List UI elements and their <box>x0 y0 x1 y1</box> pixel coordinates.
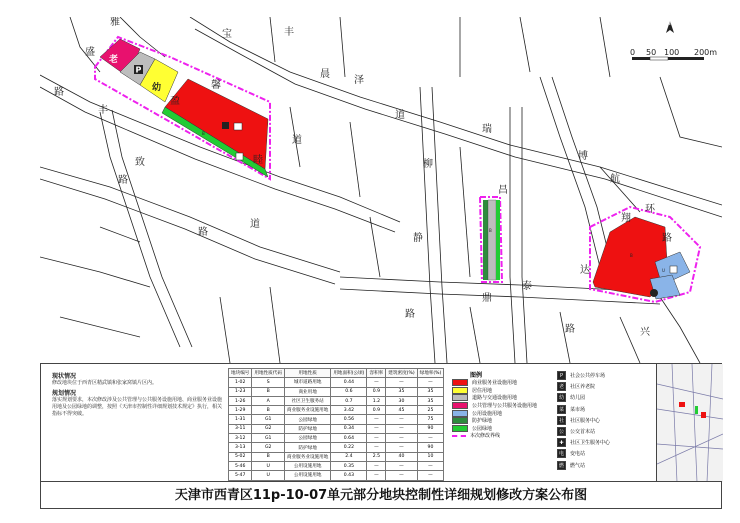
parcel-label-a: B <box>202 131 205 136</box>
legend-swatch <box>452 379 468 386</box>
legend-icon-item <box>557 448 610 459</box>
parcel-label-f: U <box>662 268 665 273</box>
table-cell: G1 <box>252 434 285 443</box>
table-cell: 0.6 <box>331 387 367 396</box>
road-label-lu2: 路 <box>118 175 128 186</box>
notes-heading-plan: 规划情况 <box>52 390 77 397</box>
table-cell: 0.7 <box>331 396 367 405</box>
scale-tick-50: 50 <box>646 48 657 57</box>
parcel-label-b: B <box>489 228 492 233</box>
parcel-green-center <box>496 200 500 280</box>
legend-label: 公共管理与公共服务设施用地 <box>472 403 538 410</box>
road-label-dao1: 道 <box>395 110 405 121</box>
table-cell: U <box>252 471 285 480</box>
table-cell: 45 <box>386 406 417 415</box>
table-cell: 35 <box>417 387 444 396</box>
road-label-xiang: 翔 <box>621 213 631 224</box>
table-cell: — <box>367 471 386 480</box>
table-cell: 1-31 <box>229 415 252 424</box>
table-cell: 25 <box>417 406 444 415</box>
table-cell: 公园绿地 <box>284 415 330 424</box>
legend-icon-item <box>557 415 610 426</box>
legend-label: 公园绿地 <box>472 425 493 432</box>
table-cell: — <box>367 461 386 470</box>
table-cell: U <box>252 461 285 470</box>
notes-text-current: 修改地块位于西青区精武镇和张家窝镇片区内。 <box>52 380 158 386</box>
table-row <box>229 378 444 387</box>
table-cell: G1 <box>252 415 285 424</box>
table-cell: — <box>367 443 386 452</box>
table-header-cell: 建筑密度(%) <box>386 369 417 378</box>
table-cell: 公园绿地 <box>284 434 330 443</box>
table-cell: — <box>386 415 417 424</box>
table-cell: 公用设施用地 <box>284 461 330 470</box>
table-cell: 防护绿地 <box>284 424 330 433</box>
table-cell: 0.22 <box>331 443 367 452</box>
parcel-road-center <box>488 200 496 280</box>
legend-icon-item <box>557 426 610 437</box>
legend-label: 本次修改界线 <box>470 433 501 440</box>
notes-text-plan: 落实规划要求，本次修改涉及公共管理与公共服务设施用地、商业服务业设施用地及公园绿地的调整，按照《天津市控制性详细规划技术规定》执行，相关指标不得突破。 <box>52 397 223 417</box>
parcel-table <box>228 368 444 481</box>
road-label-jing: 静 <box>413 233 423 244</box>
table-header-cell: 用地性质 <box>284 369 330 378</box>
table-cell: 商业服务业设施用地 <box>284 406 330 415</box>
legend-label: 道路与交通设施用地 <box>472 395 518 402</box>
table-cell: 3-11 <box>229 424 252 433</box>
legend-icon-label: 燃气站 <box>570 462 586 469</box>
table-cell: S <box>252 378 285 387</box>
road-label-xin: 馨 <box>211 80 221 91</box>
road-label-lu1: 路 <box>54 87 64 98</box>
legend-icon-item <box>557 460 610 471</box>
table-header-cell: 用地面积(公顷) <box>331 369 367 378</box>
table-cell: 3-12 <box>229 434 252 443</box>
table-header-cell: 用地性质代码 <box>252 369 285 378</box>
road-label-sheng: 盛 <box>85 47 95 58</box>
table-cell: 35 <box>386 387 417 396</box>
road-label-ya: 雅 <box>110 17 120 28</box>
scale-tick-100: 100 <box>664 48 680 57</box>
legend-symbol-icon: 公 <box>558 429 564 436</box>
table-cell: 0.56 <box>331 415 367 424</box>
legend-symbol-icon: 电 <box>558 451 564 458</box>
table-cell: 3.42 <box>331 406 367 415</box>
road-label-ding: 鼎 <box>482 293 492 304</box>
legend-symbol-icon: 菜 <box>558 406 564 413</box>
you-symbol: 幼 <box>152 83 162 93</box>
table-cell: 5-46 <box>229 461 252 470</box>
road-label-lu6: 路 <box>662 233 672 244</box>
legend-icon-item <box>557 392 610 403</box>
parcel-protect-center <box>483 200 488 280</box>
road-label-chen: 晨 <box>320 69 330 80</box>
table-cell: 10 <box>417 452 444 461</box>
table-cell: 2.5 <box>367 452 386 461</box>
table-cell: 40 <box>386 452 417 461</box>
table-cell: — <box>417 378 444 387</box>
market-icon <box>234 123 242 130</box>
legend-icon-label: 菜市场 <box>570 406 586 413</box>
table-row <box>229 424 444 433</box>
table-cell: 2.4 <box>331 452 367 461</box>
road-label-liu: 柳 <box>423 159 433 170</box>
table-cell: 1-02 <box>229 378 252 387</box>
table-cell: A <box>252 396 285 405</box>
table-cell: 0.64 <box>331 434 367 443</box>
legend-icon-item <box>557 381 610 392</box>
legend-icon-label: 社会公共停车场 <box>570 373 606 380</box>
table-row <box>229 443 444 452</box>
table-cell: — <box>417 434 444 443</box>
legend-symbol-icon: 老 <box>558 384 564 391</box>
road-label-feng2: 丰 <box>284 27 294 38</box>
table-cell: B <box>252 406 285 415</box>
power-icon <box>670 266 677 273</box>
legend-symbol-icon: 燃 <box>558 462 564 469</box>
legend-icon-label: 社区卫生服务中心 <box>570 440 611 447</box>
legend-symbol-icon: 社 <box>558 417 564 424</box>
parcel-label-c: B <box>630 253 633 258</box>
table-cell: — <box>386 378 417 387</box>
road-label-hang: 航 <box>610 174 620 185</box>
legend-icon-label: 变电站 <box>570 451 586 458</box>
table-row <box>229 434 444 443</box>
table-cell: 防护绿地 <box>284 443 330 452</box>
legend-icon-item <box>557 404 610 415</box>
table-cell: 30 <box>386 396 417 405</box>
table-cell: G2 <box>252 443 285 452</box>
legend-icon-label: 社区养老院 <box>570 384 596 391</box>
table-cell: 社区卫生服务站 <box>284 396 330 405</box>
table-cell: 90 <box>417 443 444 452</box>
table-header-cell: 地块编号 <box>229 369 252 378</box>
legend-swatch <box>452 435 466 437</box>
road-label-lu5: 路 <box>565 324 575 335</box>
road-label-bo: 博 <box>578 151 588 162</box>
table-cell: 5-02 <box>229 452 252 461</box>
road-label-yin: 盈 <box>170 96 180 107</box>
table-row <box>229 471 444 480</box>
notes <box>52 370 222 418</box>
legend <box>452 370 632 469</box>
table-cell: — <box>386 434 417 443</box>
legend-icon-item <box>557 370 610 381</box>
locator-map <box>656 364 723 482</box>
legend-icon-label: 公交首末站 <box>570 429 596 436</box>
road-label-zhi: 致 <box>135 157 145 168</box>
scale-tick-0: 0 <box>630 48 636 57</box>
scale-tick-200: 200m <box>694 48 718 57</box>
table-cell: — <box>386 461 417 470</box>
legend-symbol-icon: P <box>557 371 566 380</box>
table-cell: 90 <box>417 424 444 433</box>
table-row <box>229 461 444 470</box>
planning-map <box>40 17 722 363</box>
road-label-chang: 昌 <box>498 185 508 196</box>
table-cell: — <box>386 424 417 433</box>
legend-icon-label: 幼儿园 <box>570 395 586 402</box>
legend-symbol-icon: 幼 <box>558 395 564 402</box>
legend-swatch <box>452 410 468 417</box>
road-label-ze: 泽 <box>354 75 364 86</box>
table-row <box>229 452 444 461</box>
table-cell: 35 <box>417 396 444 405</box>
table-header-cell: 绿地率(%) <box>417 369 444 378</box>
table-cell: 商业服务业设施用地 <box>284 452 330 461</box>
table-cell: — <box>367 415 386 424</box>
table-cell: 3-13 <box>229 443 252 452</box>
road-label-yuan: 道 <box>292 135 302 146</box>
table-cell: 0.9 <box>367 406 386 415</box>
table-cell: — <box>367 424 386 433</box>
road-label-dao3: 道 <box>250 219 260 230</box>
legend-swatch <box>452 387 468 394</box>
hospital-icon <box>222 122 229 129</box>
table-cell: 城市道路用地 <box>284 378 330 387</box>
road-label-rui: 瑞 <box>482 124 492 135</box>
table-cell: — <box>386 443 417 452</box>
table-row <box>229 396 444 405</box>
road-label-feng: 丰 <box>98 105 108 116</box>
road-label-da: 达 <box>580 265 590 276</box>
table-cell: 1-26 <box>229 396 252 405</box>
legend-icon-label: 社区服务中心 <box>570 417 601 424</box>
legend-symbol-icon: ✚ <box>557 438 566 447</box>
table-cell: — <box>417 471 444 480</box>
table-cell: — <box>367 378 386 387</box>
table-cell: 公用设施用地 <box>284 471 330 480</box>
legend-label: 防护绿地 <box>472 418 493 425</box>
road-label-tai: 泰 <box>522 281 532 292</box>
legend-label: 商业服务业设施用地 <box>472 380 518 387</box>
table-header <box>229 369 444 378</box>
table-cell: 0.35 <box>331 461 367 470</box>
table-row <box>229 406 444 415</box>
table-cell: — <box>386 471 417 480</box>
legend-swatch <box>452 425 468 432</box>
table-cell: 0.34 <box>331 424 367 433</box>
table-cell: 1.2 <box>367 396 386 405</box>
road-label-mu: 睦 <box>253 155 263 166</box>
table-cell: 0.43 <box>331 471 367 480</box>
table-cell: 0.44 <box>331 378 367 387</box>
service-icon <box>236 153 243 160</box>
legend-title: 图例 <box>470 372 483 379</box>
north-label: N <box>667 21 671 27</box>
road-label-bao: 宝 <box>222 29 232 40</box>
gas-icon <box>650 289 658 297</box>
table-row <box>229 387 444 396</box>
lao-symbol: 老 <box>109 55 119 65</box>
legend-icon-item <box>557 437 610 448</box>
table-cell: 0.9 <box>367 387 386 396</box>
info-panel <box>40 363 722 482</box>
table-cell: 5-47 <box>229 471 252 480</box>
road-label-xing: 兴 <box>640 327 650 338</box>
table-cell: 1-23 <box>229 387 252 396</box>
table-cell: 75 <box>417 415 444 424</box>
table-cell: — <box>367 434 386 443</box>
table-cell: — <box>417 461 444 470</box>
legend-swatch <box>452 417 468 424</box>
legend-swatch <box>452 402 468 409</box>
road-label-huan: 环 <box>645 204 655 215</box>
legend-label: 居住用地 <box>472 387 493 394</box>
table-cell: G2 <box>252 424 285 433</box>
notes-heading-current: 现状情况 <box>52 373 77 380</box>
map-title: 天津市西青区11p-10-07单元部分地块控制性详细规划修改方案公布图 <box>40 481 722 510</box>
table-cell: 1-29 <box>229 406 252 415</box>
table-row <box>229 415 444 424</box>
legend-swatch <box>452 394 468 401</box>
table-cell: B <box>252 387 285 396</box>
table-header-cell: 容积率 <box>367 369 386 378</box>
road-label-lu3: 路 <box>198 227 208 238</box>
table-cell: 商业用地 <box>284 387 330 396</box>
parking-icon-glyph: P <box>135 65 142 75</box>
road-label-lu4: 路 <box>405 309 415 320</box>
table-cell: B <box>252 452 285 461</box>
legend-label: 公用设施用地 <box>472 410 503 417</box>
